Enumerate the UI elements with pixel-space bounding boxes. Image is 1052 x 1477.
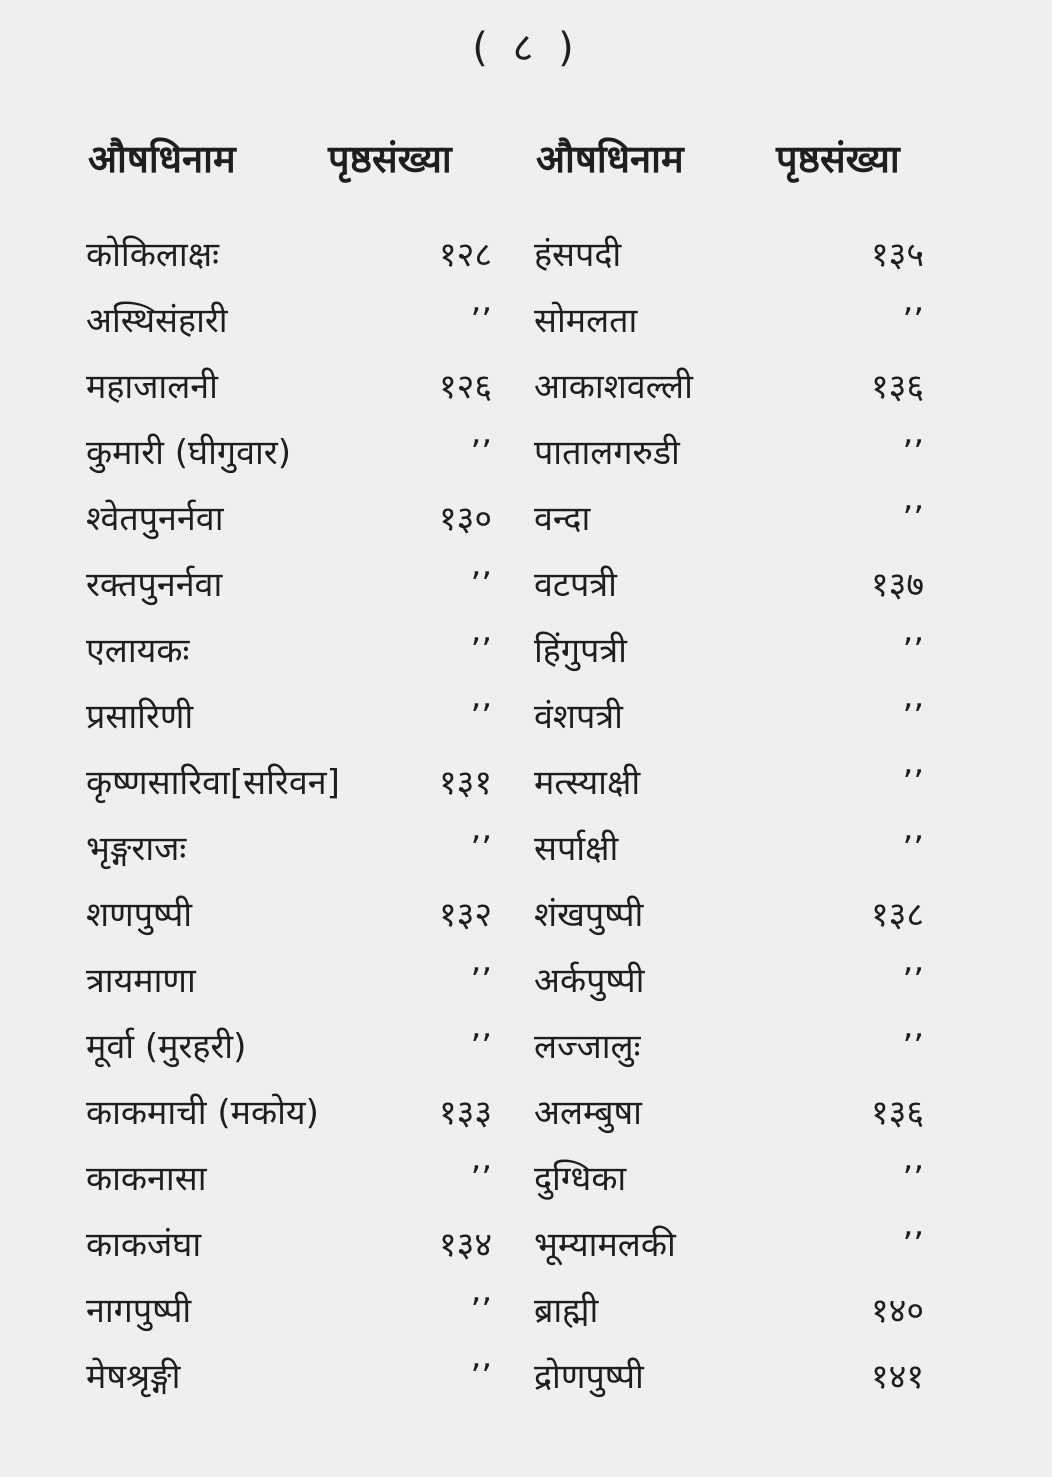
herb-name-left: नागपुष्पी bbox=[86, 1291, 192, 1331]
herb-name-right: ब्राह्मी bbox=[534, 1291, 599, 1331]
herb-name-left: मूर्वा (मुरहरी) bbox=[86, 1027, 247, 1067]
page-number-left: १३२ bbox=[438, 895, 492, 935]
herb-name-right: पातालगरुडी bbox=[534, 433, 680, 473]
table-row bbox=[84, 1080, 944, 1146]
herb-name-left: शणपुष्पी bbox=[86, 895, 193, 935]
page-number-right: १३५ bbox=[870, 235, 924, 275]
table-row bbox=[84, 882, 944, 948]
herb-name-right: अर्कपुष्पी bbox=[534, 961, 645, 1001]
page-number-right: ’’ bbox=[902, 1225, 924, 1265]
table-row bbox=[84, 1344, 944, 1410]
header-page-right: पृष्ठसंख्या bbox=[776, 137, 900, 181]
page-number-right: ’’ bbox=[902, 631, 924, 671]
herb-name-left: काकजंघा bbox=[86, 1225, 202, 1265]
page-number-left: ’’ bbox=[470, 565, 492, 605]
herb-name-left: श्वेतपुनर्नवा bbox=[86, 499, 224, 539]
table-header bbox=[88, 132, 948, 192]
page-number-left: ’’ bbox=[470, 1159, 492, 1199]
herb-name-right: शंखपुष्पी bbox=[534, 895, 644, 935]
page-number-right: १४० bbox=[870, 1291, 924, 1331]
index-table bbox=[84, 222, 944, 1410]
herb-name-right: अलम्बुषा bbox=[534, 1093, 642, 1133]
herb-name-right: हिंगुपत्री bbox=[534, 631, 627, 671]
page-number-left: १३३ bbox=[438, 1093, 492, 1133]
herb-name-right: आकाशवल्ली bbox=[534, 367, 693, 407]
page-number-right: १४१ bbox=[870, 1357, 924, 1397]
table-row bbox=[84, 222, 944, 288]
page-number-left: ’’ bbox=[470, 301, 492, 341]
table-row bbox=[84, 420, 944, 486]
herb-name-left: महाजालनी bbox=[86, 367, 218, 407]
herb-name-left: कुमारी (घीगुवार) bbox=[86, 433, 291, 473]
herb-name-right: वंशपत्री bbox=[534, 697, 623, 737]
herb-name-right: मत्स्याक्षी bbox=[534, 763, 641, 803]
page-number-right: १३८ bbox=[870, 895, 924, 935]
table-row bbox=[84, 948, 944, 1014]
table-row bbox=[84, 486, 944, 552]
herb-name-left: कृष्णसारिवा[सरिवन] bbox=[86, 763, 340, 803]
page-number-left: ’’ bbox=[470, 1027, 492, 1067]
page-number-left: ’’ bbox=[470, 631, 492, 671]
herb-name-right: भूम्यामलकी bbox=[534, 1225, 676, 1265]
table-row bbox=[84, 1278, 944, 1344]
table-row bbox=[84, 618, 944, 684]
herb-name-left: अस्थिसंहारी bbox=[86, 301, 228, 341]
page-number-left: १३० bbox=[438, 499, 492, 539]
page-number-left: १३१ bbox=[438, 763, 492, 803]
page-number-right: १३६ bbox=[870, 1093, 924, 1133]
page-number-left: ’’ bbox=[470, 1357, 492, 1397]
page-number-left: ’’ bbox=[470, 433, 492, 473]
page-number-left: ’’ bbox=[470, 1291, 492, 1331]
table-row bbox=[84, 1212, 944, 1278]
page-number-left: १३४ bbox=[438, 1225, 492, 1265]
table-row bbox=[84, 816, 944, 882]
herb-name-right: द्रोणपुष्पी bbox=[534, 1357, 644, 1397]
page-number-right: ’’ bbox=[902, 301, 924, 341]
page-number-right: ’’ bbox=[902, 961, 924, 1001]
herb-name-left: काकनासा bbox=[86, 1159, 207, 1199]
page-number: ( ८ ) bbox=[472, 25, 580, 71]
herb-name-left: कोकिलाक्षः bbox=[86, 235, 219, 275]
page-number-right: ’’ bbox=[902, 763, 924, 803]
page-number-right: ’’ bbox=[902, 499, 924, 539]
table-row bbox=[84, 750, 944, 816]
table-row bbox=[84, 354, 944, 420]
page-number-right: ’’ bbox=[902, 829, 924, 869]
herb-name-left: काकमाची (मकोय) bbox=[86, 1093, 319, 1133]
page-number-left: ’’ bbox=[470, 697, 492, 737]
page-number-right: ’’ bbox=[902, 1159, 924, 1199]
page-number-left: ’’ bbox=[470, 961, 492, 1001]
header-name-right: औषधिनाम bbox=[536, 137, 684, 181]
herb-name-left: मेषश्रृङ्गी bbox=[86, 1357, 181, 1397]
page-number-left: ’’ bbox=[470, 829, 492, 869]
page-number-right: १३६ bbox=[870, 367, 924, 407]
table-row bbox=[84, 1146, 944, 1212]
page-number-right: ’’ bbox=[902, 1027, 924, 1067]
herb-name-left: रक्तपुनर्नवा bbox=[86, 565, 223, 605]
page-number-right: ’’ bbox=[902, 697, 924, 737]
header-page-left: पृष्ठसंख्या bbox=[328, 137, 452, 181]
page-number-right: ’’ bbox=[902, 433, 924, 473]
page-number-left: १२८ bbox=[438, 235, 492, 275]
herb-name-left: एलायकः bbox=[86, 631, 190, 671]
herb-name-right: सर्पाक्षी bbox=[534, 829, 619, 869]
table-row bbox=[84, 288, 944, 354]
herb-name-left: भृङ्गराजः bbox=[86, 829, 187, 869]
herb-name-right: वटपत्री bbox=[534, 565, 617, 605]
herb-name-left: प्रसारिणी bbox=[86, 697, 194, 737]
herb-name-right: वन्दा bbox=[534, 499, 591, 539]
header-name-left: औषधिनाम bbox=[88, 137, 236, 181]
herb-name-right: सोमलता bbox=[534, 301, 638, 341]
table-row bbox=[84, 552, 944, 618]
herb-name-left: त्रायमाणा bbox=[86, 961, 196, 1001]
herb-name-right: हंसपदी bbox=[534, 235, 622, 275]
page-number-right: १३७ bbox=[870, 565, 924, 605]
table-row bbox=[84, 1014, 944, 1080]
herb-name-right: लज्जालुः bbox=[534, 1027, 641, 1067]
herb-name-right: दुग्धिका bbox=[534, 1159, 627, 1199]
table-row bbox=[84, 684, 944, 750]
page-number-left: १२६ bbox=[438, 367, 492, 407]
